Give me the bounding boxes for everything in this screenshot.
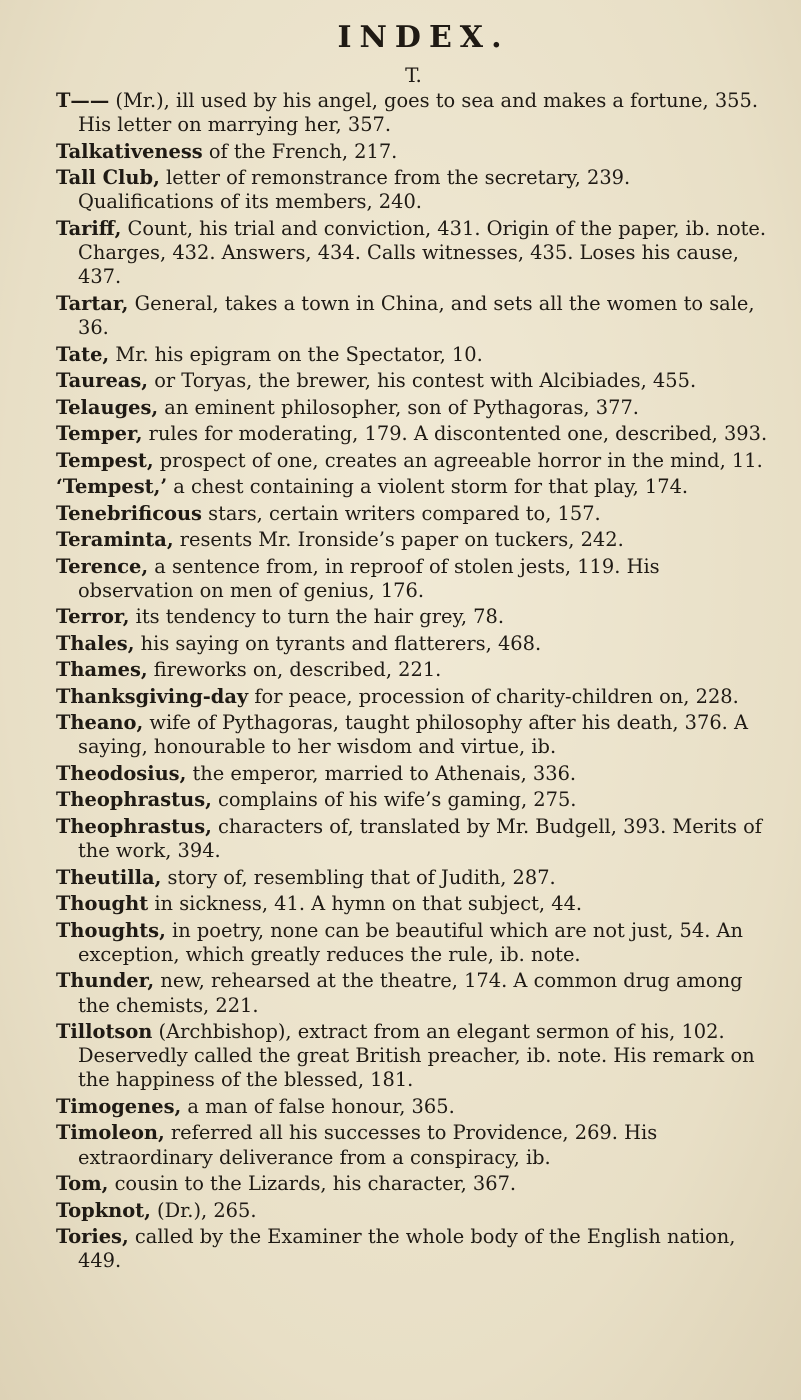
entry-text: in sickness, 41. A hymn on that subject, 44. (148, 892, 583, 916)
entry-heading: Tories, (56, 1225, 129, 1249)
entry-heading: Theophrastus, (56, 814, 212, 838)
index-entry (56, 1199, 771, 1223)
entry-text: Count, his trial and conviction, 431. Origin of the paper, ib. note. Charges, 432. Answers, 434. Calls witnesses, 435. Loses his cause, 437. (78, 216, 767, 289)
index-entry (56, 685, 771, 709)
entry-heading: Theodosius, (56, 761, 187, 785)
entry-text: fireworks on, described, 221. (147, 658, 442, 682)
entry-text: called by the Examiner the whole body of the English nation, 449. (78, 1225, 736, 1273)
entry-text: stars, certain writers compared to, 157. (201, 501, 601, 525)
entry-text: its tendency to turn the hair grey, 78. (129, 605, 504, 629)
entry-text: new, rehearsed at the theatre, 174. A common drug among the chemists, 221. (78, 969, 743, 1017)
entry-text: or Toryas, the brewer, his contest with Alcibiades, 455. (148, 369, 697, 393)
index-entry (56, 658, 771, 682)
entry-heading: Theano, (56, 711, 144, 735)
entry-heading: Terence, (56, 554, 149, 578)
entry-text: a sentence from, in reproof of stolen jests, 119. His observation on men of genius, 176. (78, 554, 660, 602)
index-entry (56, 528, 771, 552)
entry-heading: Timogenes, (56, 1094, 182, 1118)
entry-heading: Talkativeness (56, 139, 203, 163)
entry-heading: Thought (56, 892, 149, 916)
index-entry (56, 555, 771, 603)
entry-heading: Thanksgiving-day (56, 684, 249, 708)
entry-heading: Theophrastus, (56, 788, 212, 812)
entry-text: (Mr.), ill used by his angel, goes to sea and makes a fortune, 355. His letter on marrying her, 357. (78, 89, 759, 137)
index-entry (56, 1225, 771, 1273)
entry-heading: Theutilla, (56, 865, 162, 889)
entry-text: letter of remonstrance from the secretary, 239. Qualifications of its members, 240. (78, 166, 631, 214)
entry-heading: Tate, (56, 342, 110, 366)
index-entry (56, 502, 771, 526)
index-entry (56, 396, 771, 420)
index-entry (56, 866, 771, 890)
entry-heading: Teraminta, (56, 528, 174, 552)
index-entry (56, 1172, 771, 1196)
entry-heading: Thales, (56, 631, 135, 655)
index-entry (56, 475, 771, 499)
index-entry (56, 343, 771, 367)
entry-text: referred all his successes to Providence, 269. His extraordinary deliverance from a conspiracy, ib. (78, 1121, 658, 1169)
index-entry (56, 422, 771, 446)
index-entry (56, 369, 771, 393)
entry-text: complains of his wife’s gaming, 275. (211, 788, 577, 812)
entry-text: (Archbishop), extract from an elegant sermon of his, 102. Deservedly called the great British preacher, ib. note. His remark on the happiness of the blessed, 181. (78, 1020, 755, 1092)
entry-heading: T—— (56, 89, 110, 112)
entry-text: resents Mr. Ironside’s paper on tuckers, 242. (173, 528, 624, 552)
entry-text: Mr. his epigram on the Spectator, 10. (109, 342, 483, 366)
page-header: INDEX. (337, 20, 510, 55)
entry-heading: Tenebrificous (56, 501, 202, 525)
index-entry (56, 919, 771, 967)
entry-text: his saying on tyrants and flatterers, 468. (134, 631, 542, 655)
index-entry (56, 605, 771, 629)
index-entry (56, 788, 771, 812)
entry-heading: Tom, (56, 1172, 109, 1196)
index-entry (56, 1121, 771, 1169)
index-entry (56, 1020, 771, 1093)
entry-heading: Taureas, (56, 369, 149, 393)
index-entry (56, 1095, 771, 1119)
index-entry (56, 815, 771, 863)
entry-text: a chest containing a violent storm for that play, 174. (167, 475, 689, 499)
entry-heading: Thunder, (56, 969, 155, 993)
entry-heading: Telauges, (56, 395, 159, 419)
entry-text: cousin to the Lizards, his character, 367. (108, 1172, 517, 1196)
index-entry (56, 969, 771, 1017)
index-entry (56, 892, 771, 916)
entry-heading: Tempest, (56, 448, 154, 472)
index-entry (56, 89, 771, 137)
entry-text: a man of false honour, 365. (181, 1094, 455, 1118)
entry-text: General, takes a town in China, and sets all the women to sale, 36. (78, 291, 755, 340)
entry-heading: Tartar, (56, 291, 129, 315)
entry-text: characters of, translated by Mr. Budgell, 393. Merits of the work, 394. (78, 814, 762, 863)
entry-heading: Tariff, (56, 216, 122, 240)
index-entry (56, 449, 771, 473)
index-entry (56, 711, 771, 759)
index-entry (56, 292, 771, 340)
entry-text: in poetry, none can be beautiful which are not just, 54. An exception, which greatly reduces the rule, ib. note. (78, 918, 744, 966)
entry-text: (Dr.), 265. (150, 1198, 257, 1222)
entry-heading: Temper, (56, 422, 143, 446)
entry-text: story of, resembling that of Judith, 287. (161, 865, 556, 889)
entry-text: the emperor, married to Athenais, 336. (186, 761, 577, 785)
entry-heading: Terror, (56, 605, 130, 629)
index-entry (56, 140, 771, 164)
entry-heading: Topknot, (56, 1198, 151, 1222)
entry-heading: Tillotson (56, 1020, 153, 1044)
index-entry (56, 632, 771, 656)
entry-heading: Thames, (56, 658, 148, 682)
index-entries (56, 89, 771, 1274)
entry-text: wife of Pythagoras, taught philosophy after his death, 376. A saying, honourable to her wisdom and virtue, ib. (78, 711, 749, 759)
entry-text: an eminent philosopher, son of Pythagoras, 377. (158, 395, 639, 419)
entry-text: rules for moderating, 179. A discontented one, described, 393. (142, 422, 768, 446)
entry-text: prospect of one, creates an agreeable horror in the mind, 11. (153, 448, 763, 472)
entry-heading: ‘Tempest,’ (56, 475, 168, 499)
entry-heading: Timoleon, (56, 1121, 165, 1145)
index-entry (56, 762, 771, 786)
index-entry (56, 217, 771, 290)
entry-heading: Thoughts, (56, 918, 166, 942)
section-letter: T. (405, 63, 422, 87)
entry-heading: Tall Club, (56, 166, 160, 190)
entry-text: of the French, 217. (202, 139, 398, 163)
index-entry (56, 166, 771, 214)
entry-text: for peace, procession of charity-children on, 228. (248, 684, 739, 708)
